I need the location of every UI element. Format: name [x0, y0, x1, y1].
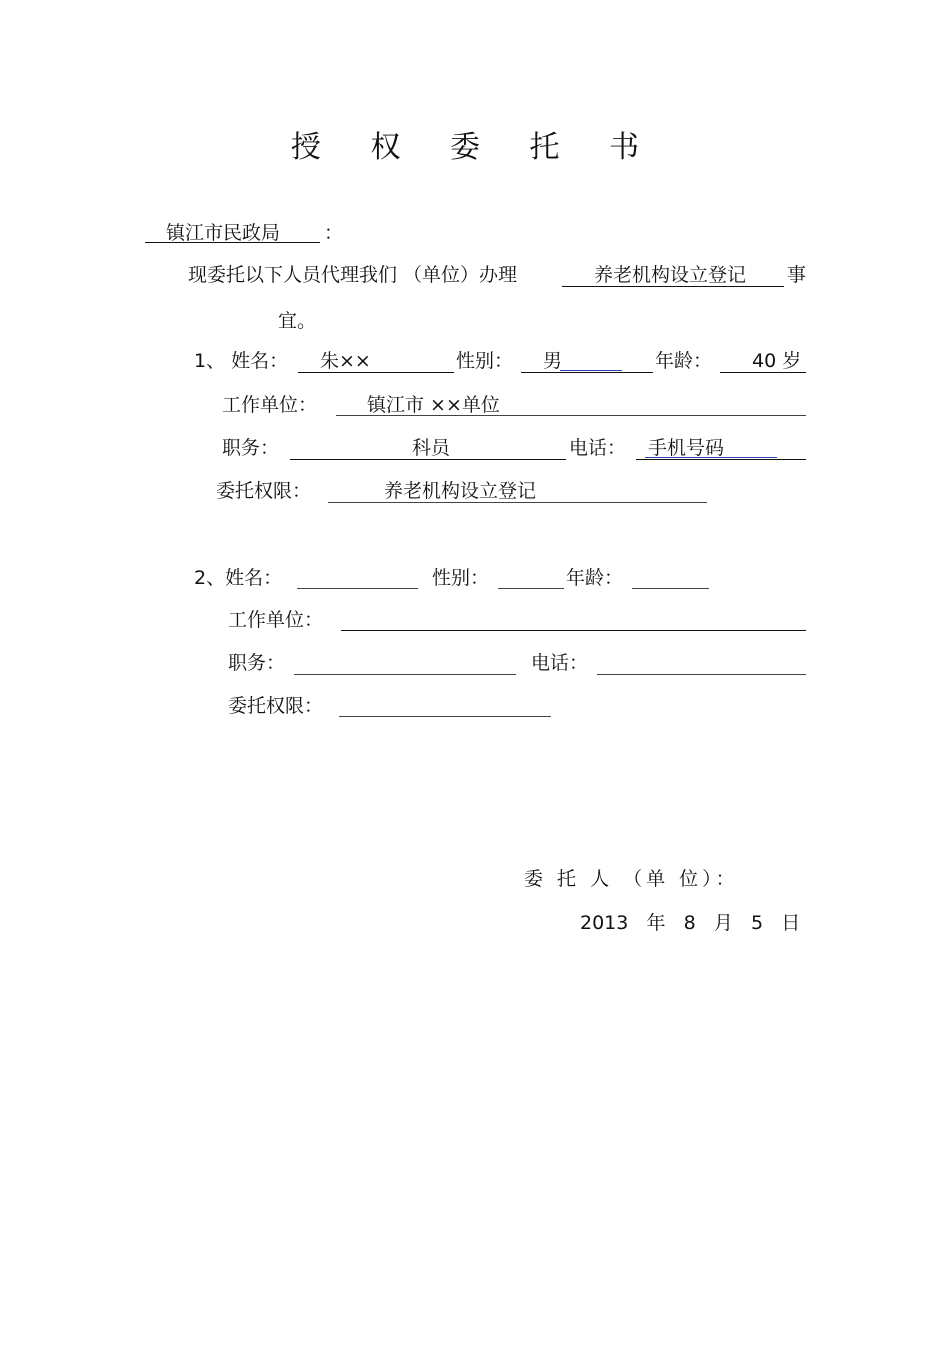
- person1-authority-label: 委托权限：: [216, 480, 312, 502]
- person2-phone-field: [597, 674, 806, 675]
- person2-phone-label: 电话：: [531, 652, 589, 674]
- person2-position-label: 职务：: [228, 652, 286, 674]
- addressee-colon: ：: [324, 222, 344, 244]
- person2-age-label: 年龄：: [566, 567, 624, 589]
- signature-entrusting-party: 委 托 人 （单 位）：: [524, 868, 739, 890]
- person1-age-underline: [720, 372, 806, 373]
- person1-authority: 养老机构设立登记: [384, 480, 537, 502]
- date-year: 2013: [580, 912, 629, 934]
- person2-authority-label: 委托权限：: [228, 695, 324, 717]
- person1-phone-blue-underline: [645, 457, 777, 458]
- person1-name-label: 1、 姓名：: [194, 350, 289, 372]
- intro-suffix-2: 宜。: [278, 310, 317, 332]
- person1-authority-underline: [328, 502, 707, 503]
- person1-gender: 男: [543, 350, 563, 372]
- intro-suffix-1: 事: [787, 264, 807, 286]
- person1-phone: 手机号码: [648, 437, 725, 459]
- person2-gender-field: [498, 588, 564, 589]
- person2-work-unit-field: [341, 630, 806, 631]
- addressee-underline: [145, 242, 320, 243]
- person1-gender-blue-underline: [560, 370, 622, 371]
- person1-gender-label: 性别：: [456, 350, 514, 372]
- intro-matter-underline: [562, 286, 784, 287]
- person1-position: 科员: [412, 437, 451, 459]
- intro-matter: 养老机构设立登记: [594, 264, 747, 286]
- addressee: 镇江市民政局: [166, 222, 281, 244]
- date-month: 8: [683, 912, 696, 934]
- person2-name-field: [297, 588, 418, 589]
- person2-age-field: [632, 588, 709, 589]
- person1-work-unit: 镇江市 ××单位: [367, 394, 500, 416]
- signature-date: [580, 911, 800, 935]
- person1-position-label: 职务：: [222, 437, 280, 459]
- date-year-unit: 年: [646, 912, 666, 934]
- person1-phone-underline: [636, 459, 806, 460]
- person2-gender-label: 性别：: [432, 567, 490, 589]
- person1-name-underline: [298, 372, 454, 373]
- person2-authority-field: [339, 716, 551, 717]
- person1-position-underline: [290, 459, 566, 460]
- person1-age: 40 岁: [752, 350, 802, 372]
- document-title: 授 权 委 托 书: [290, 130, 660, 165]
- date-month-unit: 月: [713, 912, 733, 934]
- person2-work-unit-label: 工作单位：: [228, 609, 324, 631]
- intro-prefix: 现委托以下人员代理我们 （单位）办理: [188, 264, 518, 286]
- person1-work-unit-underline: [336, 415, 806, 416]
- person1-gender-underline: [521, 372, 653, 373]
- person1-name: 朱××: [320, 350, 371, 372]
- person1-age-label: 年龄：: [655, 350, 713, 372]
- date-day: 5: [750, 912, 764, 934]
- person1-phone-label: 电话：: [569, 437, 627, 459]
- person2-position-field: [294, 674, 516, 675]
- person2-name-label: 2、姓名：: [194, 567, 283, 589]
- person1-work-unit-label: 工作单位：: [222, 394, 318, 416]
- date-day-unit: 日: [781, 912, 801, 934]
